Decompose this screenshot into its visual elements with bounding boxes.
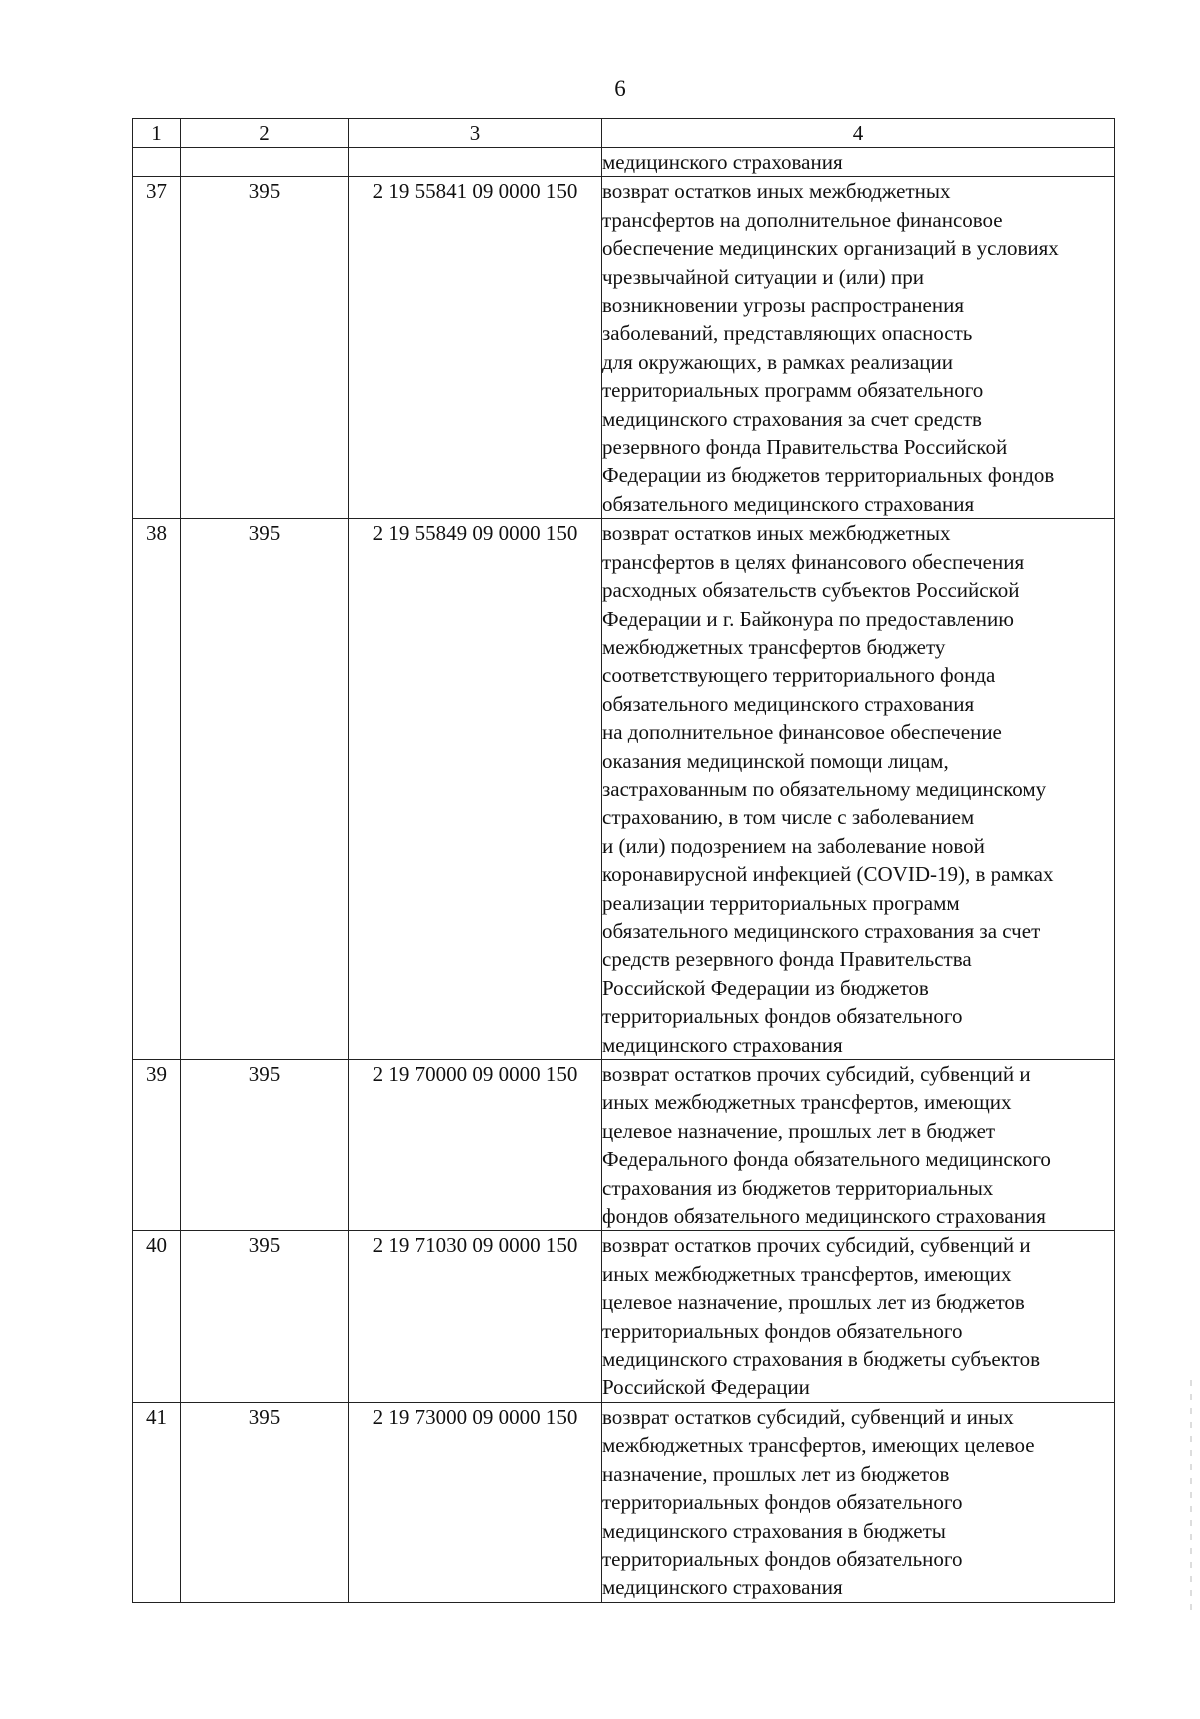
- row-number-cell: 39: [133, 1060, 181, 1231]
- description-line: медицинского страхования в бюджеты субъектов: [602, 1347, 1040, 1372]
- description-line: территориальных фондов обязательного: [602, 1546, 963, 1571]
- column-header-4: 4: [602, 119, 1115, 148]
- description-cell: [602, 177, 1115, 519]
- description-line: фондов обязательного медицинского страхования: [602, 1204, 1046, 1229]
- description-line: иных межбюджетных трансфертов, имеющих: [602, 1090, 1012, 1115]
- description-line: территориальных фондов обязательного: [602, 1318, 963, 1343]
- description-line: медицинского страхования: [602, 150, 843, 174]
- budget-classification-code-cell: 2 19 70000 09 0000 150: [349, 1060, 602, 1231]
- description-line: межбюджетных трансфертов бюджету: [602, 634, 946, 659]
- description-line: целевое назначение, прошлых лет в бюджет: [602, 1118, 996, 1143]
- description-line: обязательного медицинского страхования: [602, 691, 975, 716]
- description-line: обязательного медицинского страхования: [602, 491, 975, 516]
- description-cell: [602, 519, 1115, 1060]
- description-line: территориальных программ обязательного: [602, 378, 984, 403]
- description-cell: [602, 1402, 1115, 1602]
- description-line: коронавирусной инфекцией (COVID-19), в рамках: [602, 862, 1054, 887]
- description-line: медицинского страхования в бюджеты: [602, 1518, 946, 1543]
- description-line: территориальных фондов обязательного: [602, 1004, 963, 1029]
- description-line: медицинского страхования: [602, 1575, 843, 1600]
- table-row: [133, 519, 1115, 1060]
- description-line: Федерации и г. Байконура по предоставлению: [602, 606, 1014, 631]
- row-number-cell: 41: [133, 1402, 181, 1602]
- description-line: возврат остатков прочих субсидий, субвенций и: [602, 1062, 1031, 1086]
- column-header-3: 3: [349, 119, 602, 148]
- admin-code-cell: 395: [181, 1060, 349, 1231]
- description-line: возврат остатков иных межбюджетных: [602, 179, 951, 204]
- description-line: оказания медицинской помощи лицам,: [602, 748, 949, 773]
- continuation-code-cell: [349, 148, 602, 177]
- description-line: иных межбюджетных трансфертов, имеющих: [602, 1261, 1012, 1286]
- continuation-description-cell: [602, 148, 1115, 177]
- description-line: Российской Федерации: [602, 1375, 810, 1400]
- description-line: возврат остатков иных межбюджетных: [602, 521, 951, 546]
- budget-codes-table: [132, 118, 1115, 1603]
- description-line: медицинского страхования: [602, 1032, 843, 1057]
- description-line: целевое назначение, прошлых лет из бюджетов: [602, 1290, 1025, 1315]
- description-line: трансфертов в целях финансового обеспечения: [602, 549, 1025, 574]
- budget-classification-code-cell: 2 19 73000 09 0000 150: [349, 1402, 602, 1602]
- description-line: медицинского страхования за счет средств: [602, 406, 982, 431]
- description-line: трансфертов на дополнительное финансовое: [602, 207, 1003, 232]
- description-line: возврат остатков прочих субсидий, субвенций и: [602, 1233, 1031, 1258]
- column-header-2: 2: [181, 119, 349, 148]
- table-row: [133, 1060, 1115, 1231]
- description-line: обеспечение медицинских организаций в условиях: [602, 236, 1059, 261]
- budget-classification-code-cell: 2 19 71030 09 0000 150: [349, 1231, 602, 1402]
- description-line: страхования из бюджетов территориальных: [602, 1175, 994, 1200]
- description-line: обязательного медицинского страхования за счет: [602, 918, 1041, 943]
- description-line: для окружающих, в рамках реализации: [602, 349, 954, 374]
- description-line: территориальных фондов обязательного: [602, 1490, 963, 1515]
- description-line: возврат остатков субсидий, субвенций и иных: [602, 1404, 1014, 1429]
- description-line: застрахованным по обязательному медицинскому: [602, 776, 1047, 801]
- table-row: [133, 177, 1115, 519]
- admin-code-cell: 395: [181, 1402, 349, 1602]
- description-line: расходных обязательств субъектов Российской: [602, 578, 1020, 603]
- description-line: средств резервного фонда Правительства: [602, 947, 972, 972]
- table-row: [133, 1231, 1115, 1402]
- row-number-cell: 40: [133, 1231, 181, 1402]
- description-line: чрезвычайной ситуации и (или) при: [602, 264, 924, 289]
- continuation-row: [133, 148, 1115, 177]
- row-number-cell: 37: [133, 177, 181, 519]
- admin-code-cell: 395: [181, 519, 349, 1060]
- admin-code-cell: 395: [181, 177, 349, 519]
- description-line: назначение, прошлых лет из бюджетов: [602, 1461, 950, 1486]
- description-line: межбюджетных трансфертов, имеющих целевое: [602, 1433, 1035, 1458]
- row-number-cell: 38: [133, 519, 181, 1060]
- table-row: [133, 1402, 1115, 1602]
- description-line: Российской Федерации из бюджетов: [602, 975, 929, 1000]
- description-line: заболеваний, представляющих опасность: [602, 321, 973, 346]
- description-line: резервного фонда Правительства Российской: [602, 435, 1008, 460]
- description-line: Федерации из бюджетов территориальных фондов: [602, 463, 1055, 488]
- description-line: Федерального фонда обязательного медицинского: [602, 1147, 1051, 1172]
- budget-classification-code-cell: 2 19 55841 09 0000 150: [349, 177, 602, 519]
- description-line: страхованию, в том числе с заболеванием: [602, 805, 975, 830]
- description-line: на дополнительное финансовое обеспечение: [602, 720, 1002, 745]
- page-number: 6: [614, 76, 626, 101]
- admin-code-cell: 395: [181, 1231, 349, 1402]
- description-cell: [602, 1060, 1115, 1231]
- description-line: возникновении угрозы распространения: [602, 293, 965, 318]
- description-line: соответствующего территориального фонда: [602, 663, 996, 688]
- continuation-admin-cell: [181, 148, 349, 177]
- continuation-num-cell: [133, 148, 181, 177]
- scan-edge-artifact: [1190, 1380, 1192, 1610]
- description-line: и (или) подозрением на заболевание новой: [602, 833, 985, 858]
- description-line: реализации территориальных программ: [602, 890, 960, 915]
- budget-classification-code-cell: 2 19 55849 09 0000 150: [349, 519, 602, 1060]
- column-header-1: 1: [133, 119, 181, 148]
- description-cell: [602, 1231, 1115, 1402]
- table-header-row: [133, 119, 1115, 148]
